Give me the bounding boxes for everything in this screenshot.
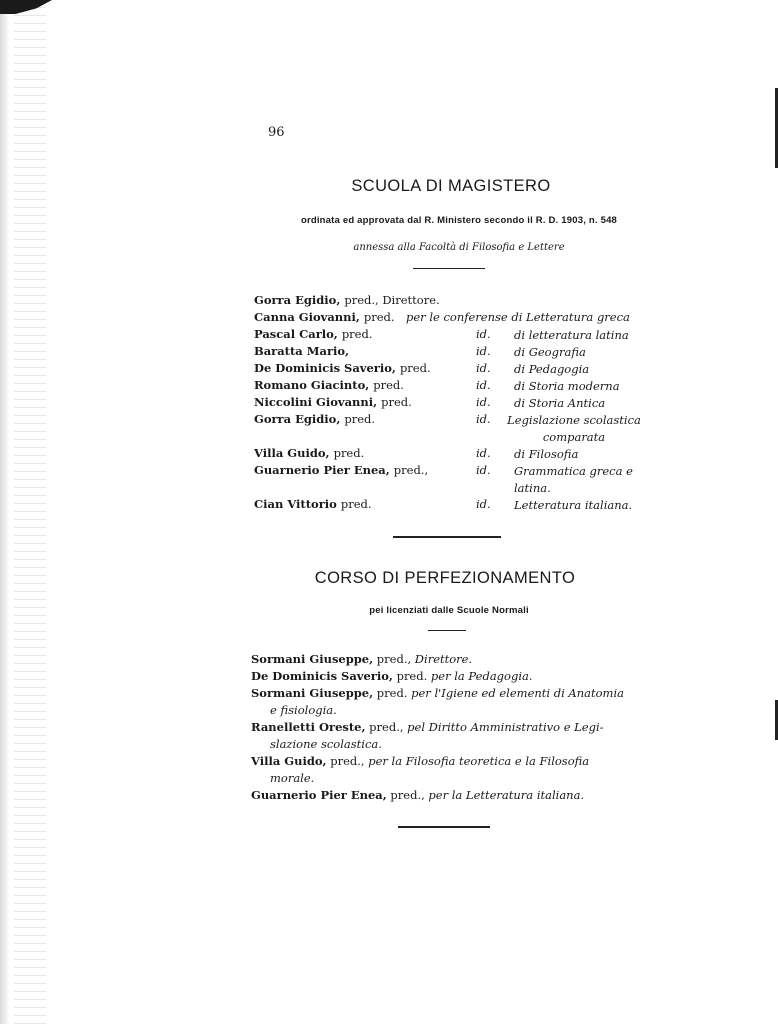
list-item [254, 412, 654, 446]
list-item [254, 395, 654, 412]
person-name: Gorra Egidio, pred., Direttore. [254, 293, 440, 307]
decree-line: ordinata ed approvata dal R. Ministero secondo il R. D. 1903, n. 548 [300, 215, 618, 226]
section-subtitle: pei licenziati dalle Scuole Normali [369, 605, 529, 616]
entry-text: pel Diritto Amministrativo e Legi- [407, 720, 604, 734]
person-role: pred., [330, 754, 365, 768]
idem-mark: id. [476, 463, 491, 477]
idem-mark: id. [476, 344, 491, 358]
idem-mark: id. [476, 361, 491, 375]
binding-marks [14, 0, 46, 1024]
idem-mark: id. [476, 446, 491, 460]
magistero-list [254, 293, 654, 514]
list-item [254, 293, 654, 310]
person-name: De Dominicis Saverio, [251, 669, 393, 683]
idem-mark: id. [476, 395, 491, 409]
person-name: Canna Giovanni, pred. [254, 310, 395, 324]
subject: di Filosofia [514, 447, 579, 461]
person-name: Cian Vittorio pred. [254, 497, 372, 511]
person-name: Niccolini Giovanni, pred. [254, 395, 412, 409]
person-role: pred., [376, 652, 412, 666]
person-role: pred., [390, 788, 425, 802]
person-name: Gorra Egidio, pred. [254, 412, 376, 426]
idem-mark: id. [476, 327, 491, 341]
entry-text: per la Pedagogia. [430, 669, 533, 683]
person-name: Romano Giacinto, pred. [254, 378, 404, 392]
entry-text: Direttore. [414, 652, 473, 666]
person-name: Villa Guido, pred. [254, 446, 365, 460]
person-name: Guarnerio Pier Enea, pred., [254, 463, 429, 477]
entry-continuation: morale. [270, 771, 315, 785]
list-item [254, 463, 654, 497]
page-number: 96 [268, 125, 285, 140]
list-item [254, 446, 654, 463]
subject: per le conferense di Letteratura greca [406, 310, 630, 324]
subject: Letteratura italiana. [514, 498, 633, 512]
idem-mark: id. [476, 378, 491, 392]
list-item [254, 327, 654, 344]
entry-text: per l'Igiene ed elementi di Anatomia [411, 686, 624, 700]
person-name: Villa Guido, [251, 754, 327, 768]
subject: Grammatica greca e latina. [514, 464, 633, 495]
list-item [251, 685, 643, 719]
end-divider [398, 826, 490, 828]
list-item [254, 361, 654, 378]
subject: di letteratura latina [514, 328, 629, 342]
entry-continuation: e fisiologia. [270, 703, 337, 717]
person-name: Baratta Mario, [254, 344, 350, 358]
person-role: pred. [376, 686, 408, 700]
entry-text: per la Filosofia teoretica e la Filosofia [368, 754, 590, 768]
entry-text: per la Letteratura italiana. [428, 788, 585, 802]
subject: di Storia Antica [514, 396, 606, 410]
list-item [254, 497, 654, 514]
section-title-magistero: SCUOLA DI MAGISTERO [351, 177, 551, 195]
idem-mark: id. [476, 497, 491, 511]
person-role: pred. [396, 669, 428, 683]
person-name: Pascal Carlo, pred. [254, 327, 373, 341]
person-role: pred., [369, 720, 404, 734]
person-name: Sormani Giuseppe, [251, 652, 374, 666]
section-title-perfezionamento: CORSO DI PERFEZIONAMENTO [314, 569, 576, 587]
list-item [251, 651, 643, 668]
list-item [254, 344, 654, 361]
entry-continuation: slazione scolastica. [270, 737, 382, 751]
list-item [251, 787, 643, 804]
subject: Legislazione scolastica comparata [507, 413, 641, 444]
person-name: Guarnerio Pier Enea, [251, 788, 387, 802]
divider [413, 268, 485, 269]
list-item [251, 719, 643, 753]
list-item [251, 753, 643, 787]
annex-line: annessa alla Facoltà di Filosofia e Lettere [353, 242, 565, 253]
section-divider [393, 536, 501, 538]
list-item [254, 378, 654, 395]
divider [428, 630, 466, 631]
person-name: De Dominicis Saverio, pred. [254, 361, 431, 375]
perfezionamento-list [251, 651, 643, 804]
person-name: Sormani Giuseppe, [251, 686, 374, 700]
subject: di Storia moderna [514, 379, 620, 393]
idem-mark: id. [476, 412, 491, 426]
list-item [251, 668, 643, 685]
subject: di Geografia [514, 345, 586, 359]
subject: di Pedagogia [514, 362, 590, 376]
list-item [254, 310, 654, 327]
person-name: Ranelletti Oreste, [251, 720, 366, 734]
